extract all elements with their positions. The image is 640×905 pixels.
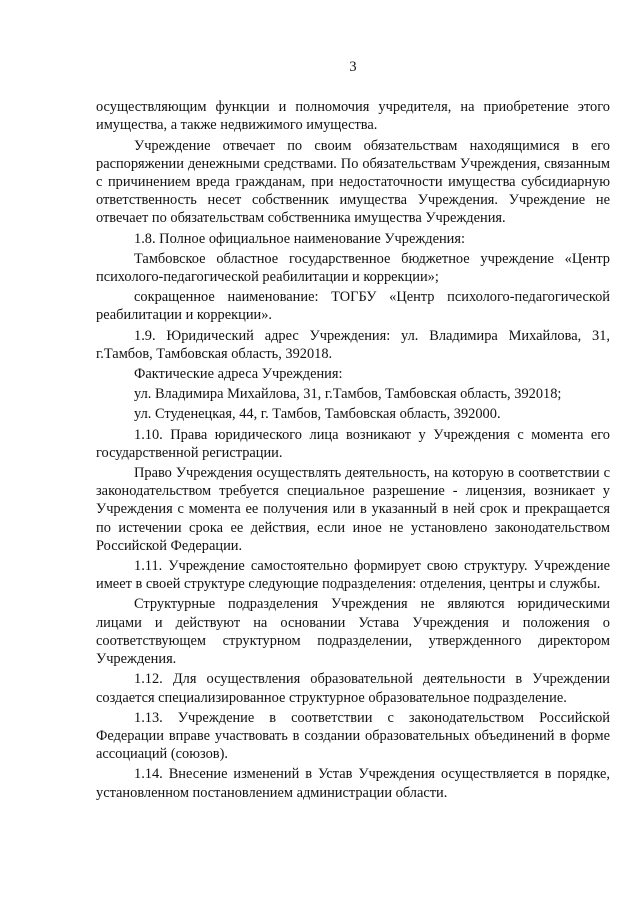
paragraph: 1.10. Права юридического лица возникают у Учреждения с момента его государственной регистрации.: [96, 426, 610, 461]
paragraph: 1.9. Юридический адрес Учреждения: ул. Владимира Михайлова, 31, г.Тамбов, Тамбовская область, 392018.: [96, 327, 610, 362]
page-number: 3: [349, 59, 357, 75]
paragraph: Структурные подразделения Учреждения не являются юридическими лицами и действуют на основании Устава Учреждения и положения о соответствующем структурном подразделении, утвержденного директором Учреждения.: [96, 596, 610, 668]
paragraph: 1.12. Для осуществления образовательной деятельности в Учреждении создается специализированное структурное образовательное подразделение.: [96, 671, 610, 706]
paragraph: 1.8. Полное официальное наименование Учреждения:: [134, 230, 465, 247]
paragraph: сокращенное наименование: ТОГБУ «Центр психолого-педагогической реабилитации и коррекции».: [96, 289, 610, 324]
paragraph: Фактические адреса Учреждения:: [134, 366, 343, 383]
paragraph: 1.13. Учреждение в соответствии с законодательством Российской Федерации вправе участвовать в создании образовательных объединений в форме ассоциаций (союзов).: [96, 709, 610, 763]
paragraph: 1.11. Учреждение самостоятельно формирует свою структуру. Учреждение имеет в своей структуре следующие подразделения: отделения, центры и службы.: [96, 558, 610, 593]
paragraph: ул. Владимира Михайлова, 31, г.Тамбов, Тамбовская область, 392018;: [134, 386, 562, 403]
paragraph: Учреждение отвечает по своим обязательствам находящимися в его распоряжении денежными средствами. По обязательствам Учреждения, связанным с причинением вреда гражданам, при недостаточности имущества субсидиарную ответственность несет собственник имущества Учреждения. Учреждение не отвечает по обязательствам собственника имущества Учреждения.: [96, 137, 610, 227]
document-body: [96, 98, 610, 802]
paragraph: осуществляющим функции и полномочия учредителя, на приобретение этого имущества, а также недвижимого имущества.: [96, 99, 610, 134]
paragraph: Право Учреждения осуществлять деятельность, на которую в соответствии с законодательством требуется специальное разрешение - лицензия, возникает у Учреждения с момента ее получения или в указанный в ней срок и прекращается по истечении срока ее действия, если иное не установлено законодательством Российской Федерации.: [96, 465, 610, 554]
paragraph: ул. Студенецкая, 44, г. Тамбов, Тамбовская область, 392000.: [134, 406, 501, 423]
paragraph: Тамбовское областное государственное бюджетное учреждение «Центр психолого-педагогической реабилитации и коррекции»;: [96, 250, 610, 286]
paragraph: 1.14. Внесение изменений в Устав Учреждения осуществляется в порядке, установленном постановлением администрации области.: [96, 766, 610, 801]
